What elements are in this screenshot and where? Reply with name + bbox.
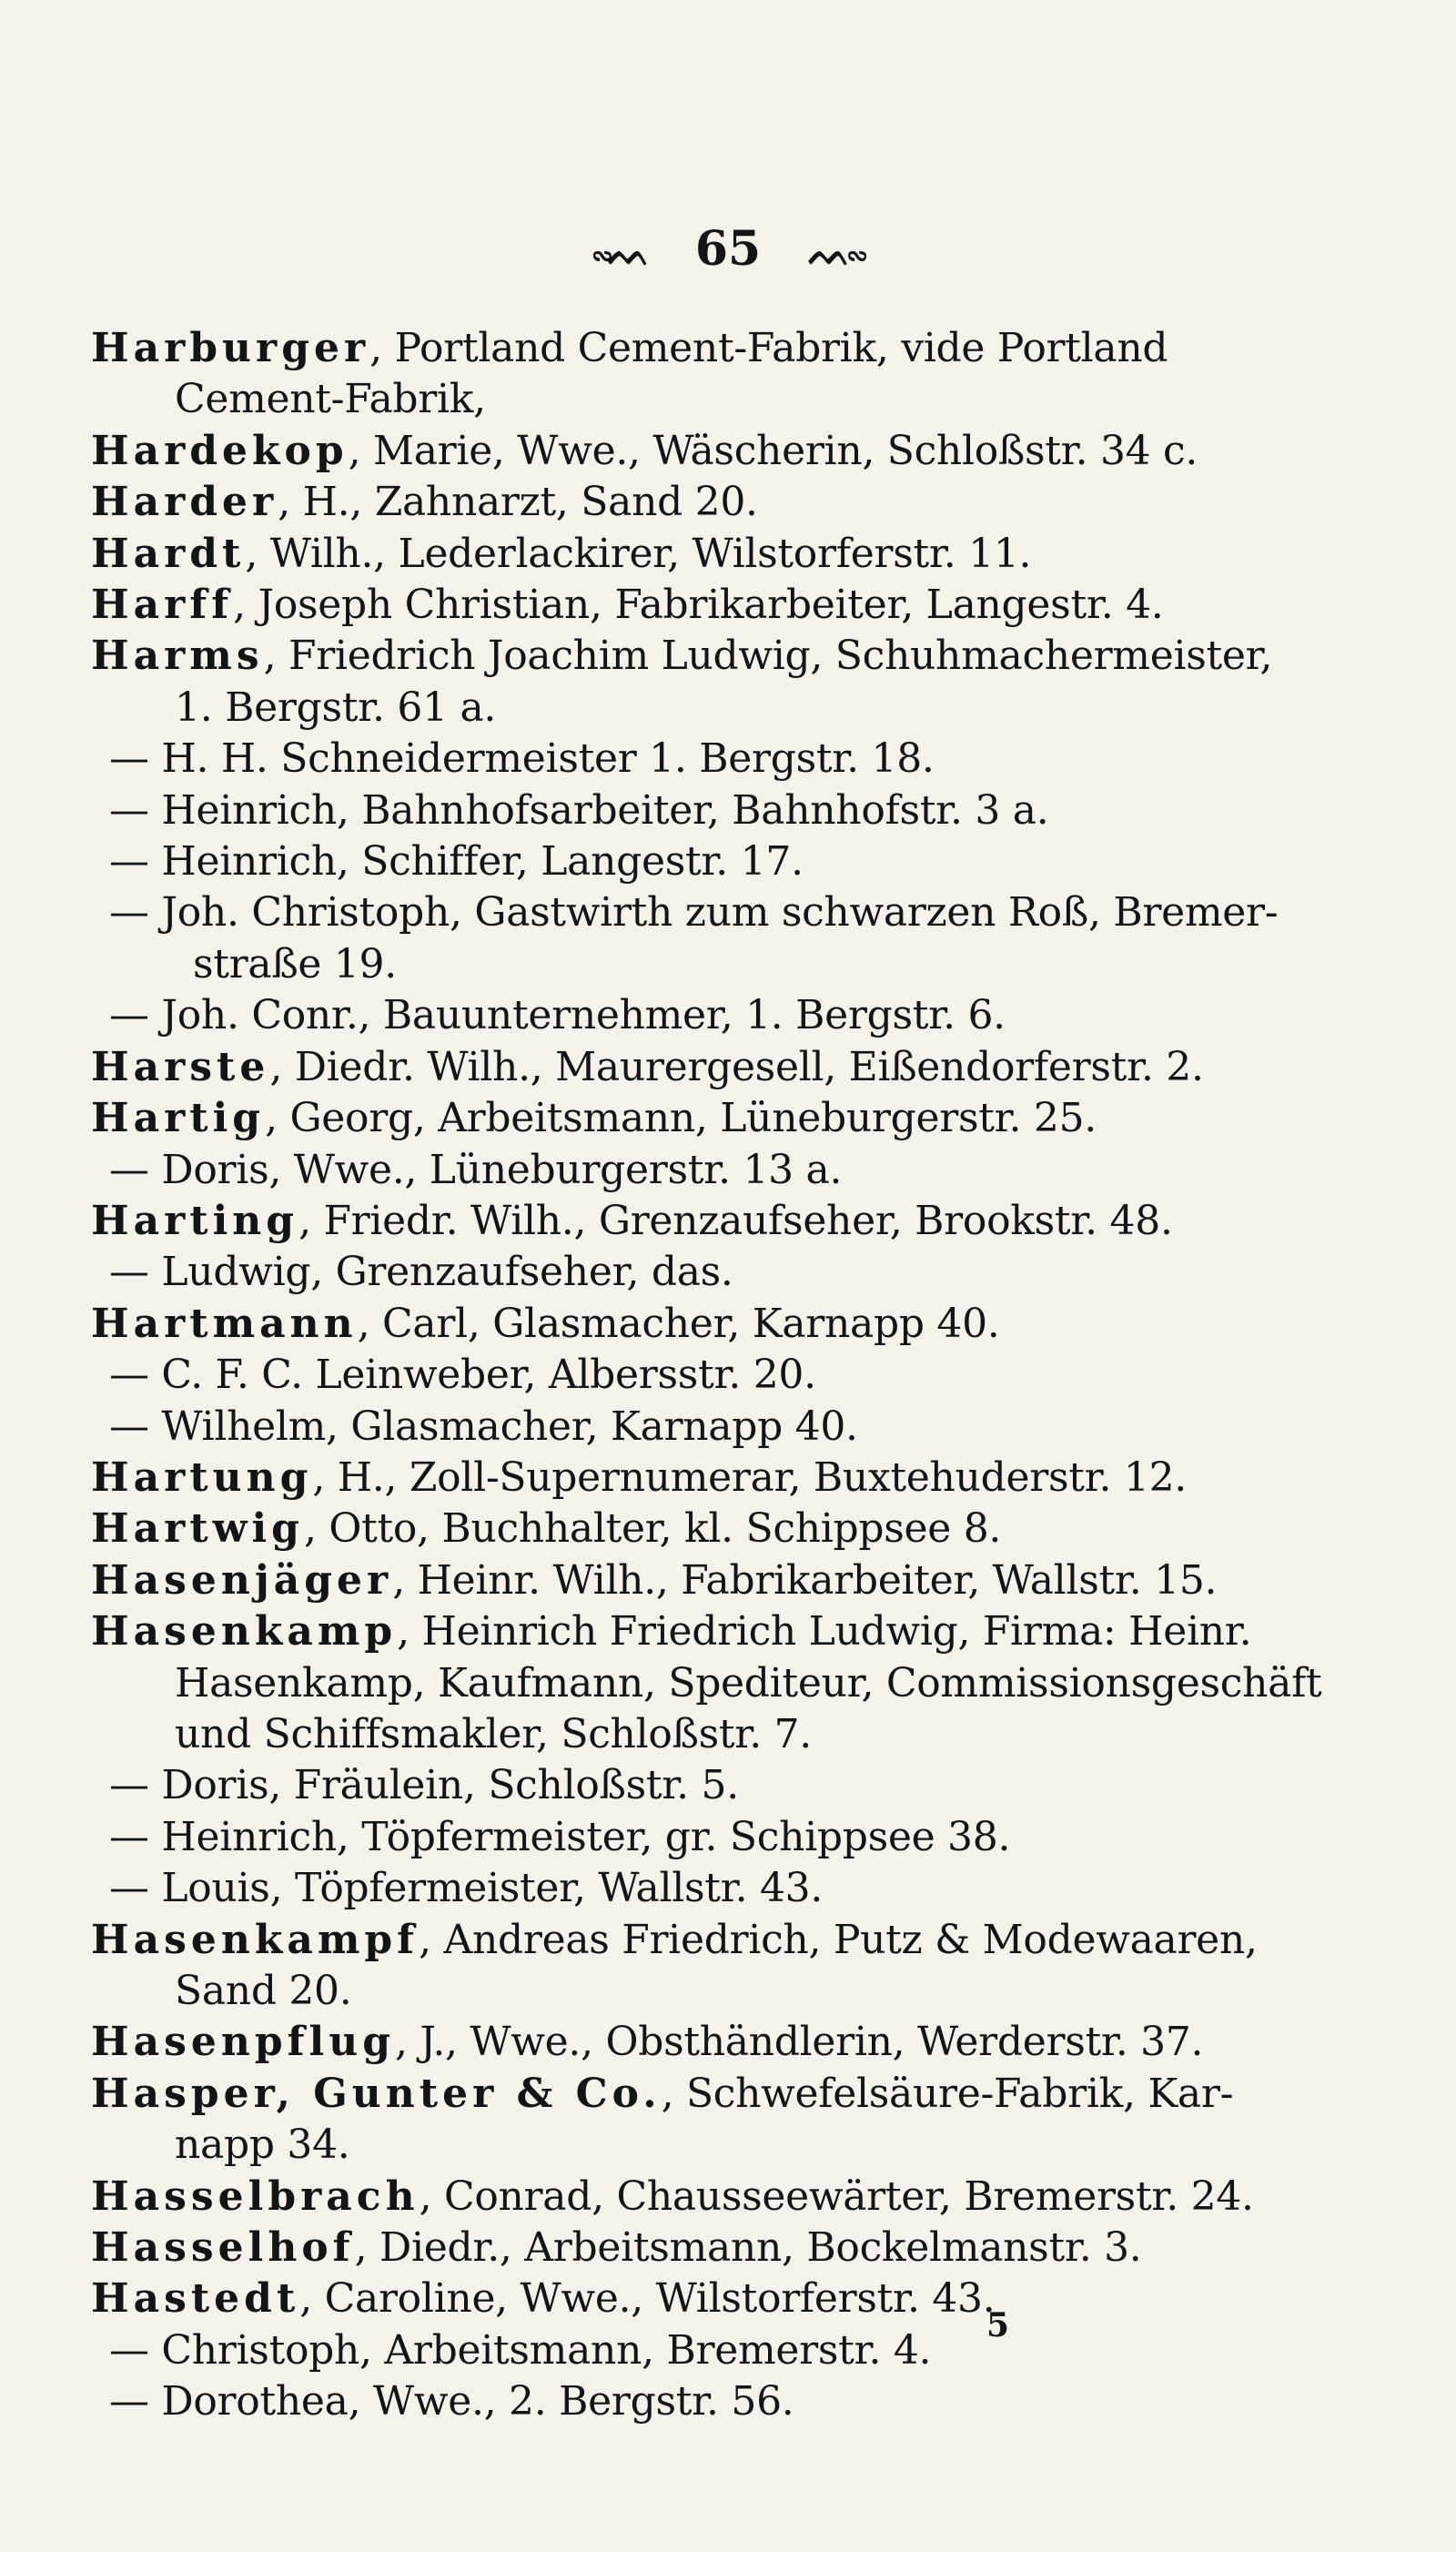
- entry-details: Heinrich, Schiffer, Langestr. 17.: [161, 838, 804, 886]
- directory-entry: Hasenjäger, Heinr. Wilh., Fabrikarbeiter, Wallstr. 15.: [91, 1556, 1218, 1604]
- entry-details: Portland Cement-Fabrik, vide Portland: [394, 325, 1168, 371]
- directory-entry: [91, 1350, 1210, 1401]
- directory-entry: [91, 1812, 1210, 1863]
- directory-entry: Hasenkampf, Andreas Friedrich, Putz & Modewaaren,: [91, 1916, 1258, 1963]
- entry-surname: Harste: [91, 1043, 270, 1090]
- directory-entry: Harburger, Portland Cement-Fabrik, vide Portland: [91, 325, 1168, 371]
- directory-entry: Harting, Friedr. Wilh., Grenzaufseher, Brookstr. 48.: [91, 1197, 1173, 1244]
- signature-mark: 5: [986, 2306, 1010, 2344]
- repeat-dash: —: [109, 992, 149, 1039]
- entry-surname: Hartmann: [91, 1300, 358, 1347]
- entry-surname: Hartung: [91, 1453, 313, 1501]
- entry-details: Heinrich Friedrich Ludwig, Firma: Heinr.: [421, 1608, 1252, 1656]
- entry-details: Ludwig, Grenzaufseher, das.: [161, 1249, 733, 1296]
- ornament-right-icon: ᨓ∾: [808, 230, 864, 274]
- directory-entry: Hasper, Gunter & Co., Schwefelsäure-Fabrik, Kar-: [91, 2070, 1234, 2117]
- ornament-left-icon: ∾ᨓ: [592, 230, 648, 274]
- directory-entry: Hasselbrach, Conrad, Chausseewärter, Bremerstr. 24.: [91, 2172, 1254, 2220]
- directory-entry: Hasenkamp, Heinrich Friedrich Ludwig, Firma: Heinr.: [91, 1608, 1252, 1656]
- entry-surname: Hasenpflug: [91, 2019, 396, 2066]
- entry-details: Diedr. Wilh., Maurergesell, Eißendorferstr. 2.: [294, 1043, 1204, 1090]
- entry-details-continued: napp 34.: [175, 2122, 350, 2169]
- entry-details: H. H. Schneidermeister 1. Bergstr. 18.: [161, 735, 935, 783]
- entry-details: Wilhelm, Glasmacher, Karnapp 40.: [161, 1403, 858, 1450]
- directory-entry: [91, 990, 1210, 1041]
- entry-surname: Harting: [91, 1197, 299, 1244]
- entry-details: Heinrich, Töpfermeister, gr. Schippsee 38.: [161, 1813, 1011, 1860]
- entry-surname: Hartwig: [91, 1505, 304, 1553]
- repeat-dash: —: [109, 1403, 149, 1450]
- directory-entry: Hartmann, Carl, Glasmacher, Karnapp 40.: [91, 1300, 1000, 1347]
- entry-details-continued: und Schiffsmakler, Schloßstr. 7.: [175, 1710, 812, 1757]
- entry-details: Wilh., Lederlackirer, Wilstorferstr. 11.: [269, 530, 1032, 577]
- directory-entry: Hartung, H., Zoll-Supernumerar, Buxtehuderstr. 12.: [91, 1453, 1187, 1501]
- entry-details: Caroline, Wwe., Wilstorferstr. 43.: [324, 2275, 996, 2323]
- entry-surname: Hasselhof: [91, 2224, 355, 2272]
- entry-details-continued: Sand 20.: [175, 1968, 352, 2014]
- entry-surname: Hardekop: [91, 427, 349, 474]
- repeat-dash: —: [109, 1146, 149, 1193]
- entry-details: Dorothea, Wwe., 2. Bergstr. 56.: [161, 2378, 794, 2425]
- entry-details: H., Zoll-Supernumerar, Buxtehuderstr. 12.: [337, 1453, 1187, 1501]
- repeat-dash: —: [109, 1813, 149, 1860]
- repeat-dash: —: [109, 735, 149, 783]
- directory-entry-continuation: [91, 1658, 1322, 1709]
- entry-details: Christoph, Arbeitsmann, Bremerstr. 4.: [161, 2326, 932, 2374]
- entry-details-continued: Cement-Fabrik,: [175, 376, 486, 423]
- directory-entry: [91, 2325, 1210, 2376]
- entry-details: Joseph Christian, Fabrikarbeiter, Langestr. 4.: [258, 582, 1164, 629]
- directory-entry: Harste, Diedr. Wilh., Maurergesell, Eißendorferstr. 2.: [91, 1043, 1204, 1090]
- entry-details: Andreas Friedrich, Putz & Modewaaren,: [443, 1916, 1258, 1963]
- entry-details: Otto, Buchhalter, kl. Schippsee 8.: [329, 1505, 1002, 1553]
- directory-entry-continuation: [91, 1966, 1210, 2017]
- page-number: 65: [694, 221, 762, 277]
- repeat-dash: —: [109, 2326, 149, 2374]
- repeat-dash: —: [109, 1249, 149, 1296]
- entry-details: Heinr. Wilh., Fabrikarbeiter, Wallstr. 15.: [417, 1556, 1218, 1604]
- directory-entry: [91, 1760, 1210, 1811]
- entry-details: C. F. C. Leinweber, Albersstr. 20.: [161, 1352, 816, 1399]
- directory-entry: [91, 1863, 1210, 1914]
- entry-surname: Harff: [91, 582, 234, 629]
- directory-entry: [91, 785, 1210, 836]
- entry-surname: Hartig: [91, 1095, 266, 1142]
- entry-details: Doris, Wwe., Lüneburgerstr. 13 a.: [161, 1146, 843, 1193]
- directory-entry: Hastedt, Caroline, Wwe., Wilstorferstr. 43.: [91, 2275, 996, 2323]
- entry-details: Joh. Conr., Bauunternehmer, 1. Bergstr. 6.: [161, 992, 1006, 1039]
- entry-details: H., Zahnarzt, Sand 20.: [302, 479, 758, 526]
- repeat-dash: —: [109, 1762, 149, 1809]
- directory-entry: Hardekop, Marie, Wwe., Wäscherin, Schloßstr. 34 c.: [91, 427, 1198, 474]
- directory-entry: Hasenpflug, J., Wwe., Obsthändlerin, Werderstr. 37.: [91, 2019, 1204, 2066]
- entry-details: Louis, Töpfermeister, Wallstr. 43.: [161, 1865, 824, 1912]
- directory-entry: Harder, H., Zahnarzt, Sand 20.: [91, 479, 758, 526]
- entry-surname: Hasenjäger: [91, 1556, 393, 1604]
- directory-entry: [91, 1247, 1210, 1298]
- entry-details: Friedrich Joachim Ludwig, Schuhmachermeister,: [288, 633, 1273, 680]
- directory-entry-continuation: [91, 683, 1210, 734]
- entry-surname: Hasenkampf: [91, 1916, 420, 1963]
- entry-details: Schwefelsäure-Fabrik, Kar-: [685, 2070, 1234, 2117]
- entry-details: Joh. Christoph, Gastwirth zum schwarzen Roß, Bremer-: [161, 889, 1279, 937]
- directory-entry: [91, 1145, 1210, 1196]
- entry-details-continued: straße 19.: [193, 940, 397, 987]
- entry-details-continued: Hasenkamp, Kaufmann, Spediteur, Commissionsgeschäft: [175, 1659, 1322, 1706]
- entry-details: Heinrich, Bahnhofsarbeiter, Bahnhofstr. 3 a.: [161, 786, 1049, 834]
- directory-entry: [91, 1402, 1210, 1453]
- entry-surname: Hardt: [91, 530, 246, 577]
- entry-details: Marie, Wwe., Wäscherin, Schloßstr. 34 c.: [373, 427, 1198, 474]
- directory-entry-continuation: [91, 939, 1210, 990]
- directory-entry: Harms, Friedrich Joachim Ludwig, Schuhmachermeister,: [91, 633, 1273, 680]
- entry-details: Friedr. Wilh., Grenzaufseher, Brookstr. 48.: [323, 1197, 1173, 1244]
- directory-entry: Hardt, Wilh., Lederlackirer, Wilstorferstr. 11.: [91, 530, 1032, 577]
- directory-entry: [91, 734, 1210, 785]
- directory-entry: [91, 887, 1279, 938]
- repeat-dash: —: [109, 786, 149, 834]
- page-header: [0, 221, 1456, 277]
- directory-entry: [91, 2376, 1210, 2427]
- entry-surname: Harms: [91, 633, 264, 680]
- entry-surname: Hasselbrach: [91, 2172, 420, 2220]
- directory-entry-continuation: [91, 1709, 1210, 1760]
- entry-details: Conrad, Chausseewärter, Bremerstr. 24.: [443, 2172, 1254, 2220]
- directory-entry: Hartwig, Otto, Buchhalter, kl. Schippsee 8.: [91, 1505, 1002, 1553]
- entry-details: Georg, Arbeitsmann, Lüneburgerstr. 25.: [289, 1095, 1097, 1142]
- entry-surname: Hasenkamp: [91, 1608, 398, 1656]
- repeat-dash: —: [109, 1865, 149, 1912]
- entry-details: Doris, Fräulein, Schloßstr. 5.: [161, 1762, 739, 1809]
- repeat-dash: —: [109, 889, 149, 937]
- repeat-dash: —: [109, 838, 149, 886]
- entry-details: Diedr., Arbeitsmann, Bockelmanstr. 3.: [379, 2224, 1142, 2272]
- entry-surname: Harder: [91, 479, 278, 526]
- entry-surname: Hasper, Gunter & Co.: [91, 2070, 662, 2117]
- entry-details-continued: 1. Bergstr. 61 a.: [175, 684, 497, 731]
- entry-surname: Hastedt: [91, 2275, 300, 2323]
- entry-surname: Harburger: [91, 325, 370, 371]
- directory-entries: [91, 323, 1322, 2428]
- directory-entry: [91, 836, 1210, 887]
- entry-details: Carl, Glasmacher, Karnapp 40.: [382, 1300, 1000, 1347]
- directory-entry-continuation: [91, 374, 1210, 425]
- repeat-dash: —: [109, 1352, 149, 1399]
- directory-entry: Harff, Joseph Christian, Fabrikarbeiter, Langestr. 4.: [91, 582, 1164, 629]
- directory-entry-continuation: [91, 2120, 1210, 2171]
- entry-details: J., Wwe., Obsthändlerin, Werderstr. 37.: [420, 2019, 1204, 2066]
- directory-entry: Hartig, Georg, Arbeitsmann, Lüneburgerstr. 25.: [91, 1095, 1097, 1142]
- directory-entry: Hasselhof, Diedr., Arbeitsmann, Bockelmanstr. 3.: [91, 2224, 1142, 2272]
- repeat-dash: —: [109, 2378, 149, 2425]
